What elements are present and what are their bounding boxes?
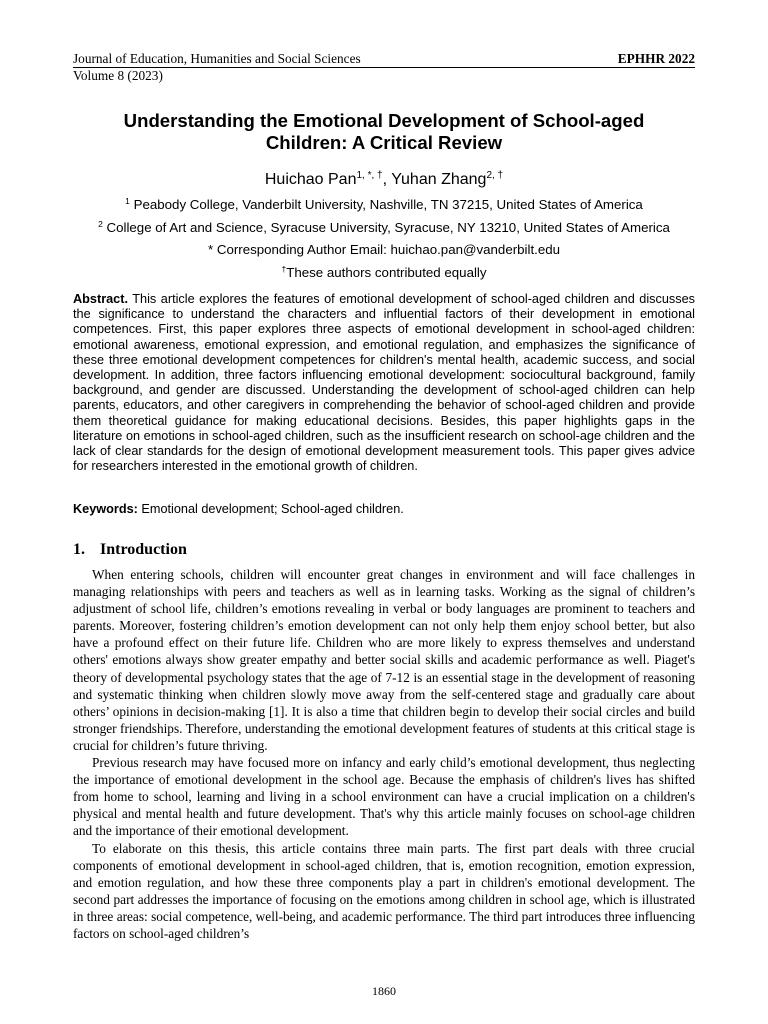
affiliation-1 (73, 196, 695, 213)
corresponding-email: * Corresponding Author Email: huichao.pan@vanderbilt.edu (207, 242, 561, 257)
paper-title (73, 110, 695, 154)
section-title: Introduction (100, 541, 187, 558)
section-number: 1. (73, 541, 85, 558)
author-list (73, 170, 695, 190)
affiliation-1-mark: 1 (125, 196, 130, 206)
conference-name: EPHHR 2022 (617, 51, 695, 66)
paragraph-3: To elaborate on this thesis, this article contains three main parts. The first part deals with three crucial components of emotional development in school-aged children, that is, emotion recognition, emotion expression, and emotion regulation, and how these three components play a part in children's emotional development. The second part addresses the importance of focusing on the emotions among children in school age, which is illustrated in three areas: social competence, well-being, and academic performance. The third part introduces three influencing factors on school-aged children’s (73, 840, 695, 941)
keywords-text: Emotional development; School-aged children. (141, 502, 404, 516)
author-1: Huichao Pan (264, 171, 357, 188)
equal-contribution-text: These authors contributed equally (286, 265, 487, 280)
section-heading-introduction (73, 540, 695, 560)
author-separator: , (382, 171, 392, 188)
introduction-body (73, 566, 695, 942)
keywords (73, 502, 695, 517)
affiliation-2 (73, 219, 695, 236)
abstract (73, 292, 695, 474)
keywords-label: Keywords: (73, 502, 138, 516)
equal-contribution-mark: † (281, 264, 287, 274)
volume-label: Volume 8 (2023) (73, 68, 163, 83)
running-header (73, 51, 695, 67)
author-2-marks: 2, † (486, 170, 504, 181)
title-line-2: Children: A Critical Review (265, 132, 503, 153)
title-line-1: Understanding the Emotional Development of School-aged (123, 110, 645, 131)
author-2: Yuhan Zhang (391, 171, 487, 188)
journal-name: Journal of Education, Humanities and Social Sciences (73, 51, 361, 66)
abstract-label: Abstract. (73, 292, 128, 306)
affiliation-2-text: College of Art and Science, Syracuse University, Syracuse, NY 13210, United States of America (106, 220, 670, 235)
page-number: 1860 (372, 984, 396, 998)
affiliation-1-text: Peabody College, Vanderbilt University, Nashville, TN 37215, United States of America (133, 197, 643, 212)
paragraph-1: When entering schools, children will encounter great changes in environment and will face challenges in managing relationships with peers and teachers as well as in learning tasks. Working as the signal of children’s adjustment of school life, children’s emotions revealing in verbal or body languages are prominent to teachers and parents. Moreover, fostering children’s emotion development can not only help them enjoy school better, but also have a profound effect on their future life. Children who are more likely to express themselves and understand others' emotions always show greater empathy and better social skills and academic performance as well. Piaget's theory of developmental psychology states that the age of 7-12 is an essential stage in the development of reasoning and systematic thinking when children slowly move away from the self-centered stage and gradually care about others’ opinions in decision-making [1]. It is also a time that children begin to develop their social circles and build stronger friendships. Therefore, understanding the emotional development features of students at this critical stage is crucial for children’s future thriving. (73, 567, 695, 753)
header-rule (73, 67, 695, 68)
paragraph-2: Previous research may have focused more on infancy and early child’s emotional development, thus neglecting the importance of emotional development in the school age. Because the emphasis of children's lives has shifted from home to school, learning and living in a school environment can have a crucial implication on a children's physical and mental health and future development. That's why this article mainly focuses on school-age children and the importance of their emotional development. (73, 755, 695, 839)
abstract-text: This article explores the features of emotional development of school-aged children and discusses the significance to understand the characters and influential factors of their development in emotional competences. First, this paper explores three aspects of emotional development in school-aged children: emotional awareness, emotional expression, and emotional regulation, and emphasizes the significance of these three emotional development competences for children's mental health, academic success, and social development. In addition, three factors influencing emotional development: sociocultural background, family background, and gender are discussed. Understanding the development of school-aged children can help parents, educators, and other caregivers in comprehending the behavior of school-aged children and provide them theoretical guidance for making educational decisions. Besides, this paper highlights gaps in the literature on emotions in school-aged children, such as the insufficient research on school-age children and the lack of clear standards for the design of emotional development measurement tools. This paper gives advice for researchers interested in the emotional growth of children. (73, 292, 695, 474)
affiliation-2-mark: 2 (98, 219, 103, 229)
paper-page (73, 0, 695, 1024)
author-1-marks: 1, *, † (356, 170, 383, 181)
equal-contribution-note (73, 264, 695, 281)
